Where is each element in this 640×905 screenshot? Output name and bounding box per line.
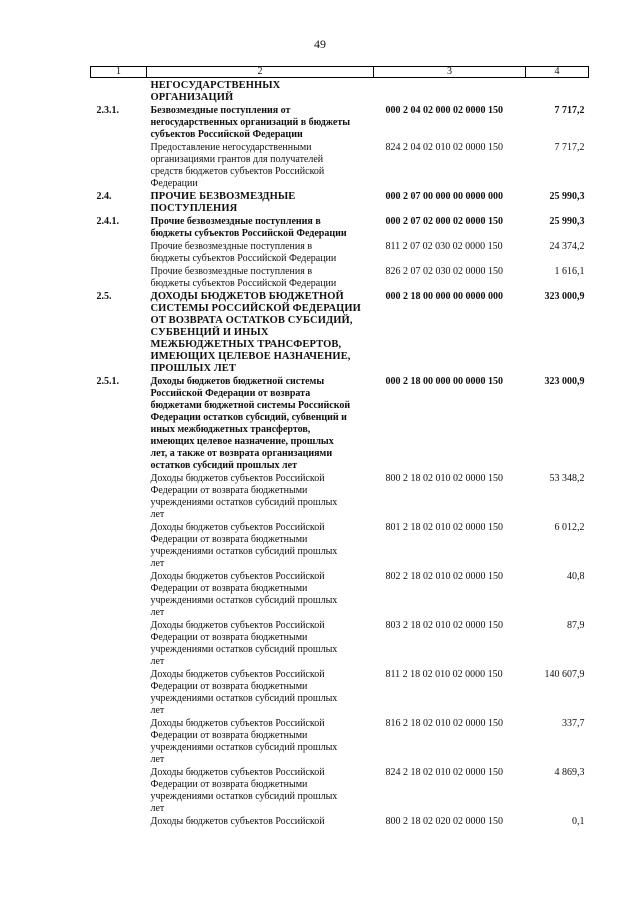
row-number [91, 266, 147, 291]
row-code: 800 2 18 02 020 02 0000 150 [385, 816, 503, 827]
row-number [91, 78, 147, 106]
row-name: Безвозмездные поступления от негосударственных организаций в бюджеты субъектов Российской Федерации [150, 105, 351, 140]
row-amount: 53 348,2 [549, 473, 585, 484]
table-row [91, 78, 589, 106]
page-number: 49 [314, 37, 326, 51]
row-name: Доходы бюджетов субъектов Российской Федерации от возврата бюджетными учреждениями остатков субсидий прошлых лет [150, 522, 338, 569]
row-name: Доходы бюджетов субъектов Российской Федерации от возврата бюджетными учреждениями остатков субсидий прошлых лет [150, 571, 338, 618]
table-row [91, 816, 589, 829]
row-name: Доходы бюджетов субъектов Российской Федерации от возврата бюджетными учреждениями остатков субсидий прошлых лет [150, 669, 338, 716]
row-name: Доходы бюджетов субъектов Российской Федерации от возврата бюджетными учреждениями остатков субсидий прошлых лет [150, 473, 338, 520]
row-name: ДОХОДЫ БЮДЖЕТОВ БЮДЖЕТНОЙ СИСТЕМЫ РОССИЙСКОЙ ФЕДЕРАЦИИ ОТ ВОЗВРАТА ОСТАТКОВ СУБСИДИЙ, СУБВЕНЦИЙ И ИНЫХ МЕЖБЮДЖЕТНЫХ ТРАНСФЕРТОВ, ИМЕЮЩИХ ЦЕЛЕВОЕ НАЗНАЧЕНИЕ, ПРОШЛЫХ ЛЕТ [150, 291, 361, 374]
table-row [91, 216, 589, 241]
row-code: 000 2 18 00 000 00 0000 150 [385, 376, 503, 387]
row-number: 2.4.1. [96, 216, 119, 227]
budget-revenue-table [90, 66, 589, 829]
header-col-2: 2 [147, 67, 374, 78]
table-row [91, 473, 589, 522]
row-name: Прочие безвозмездные поступления в бюджеты субъектов Российской Федерации [150, 241, 337, 264]
row-number [91, 571, 147, 620]
row-amount: 40,8 [567, 571, 585, 582]
row-code: 000 2 07 02 000 02 0000 150 [385, 216, 503, 227]
row-number [91, 816, 147, 829]
row-name: Доходы бюджетов субъектов Российской [150, 816, 325, 827]
row-number [91, 620, 147, 669]
header-col-1: 1 [91, 67, 147, 78]
row-code: 000 2 07 00 000 00 0000 000 [385, 191, 503, 202]
row-name: Прочие безвозмездные поступления в бюджеты субъектов Российской Федерации [150, 266, 337, 289]
row-code [374, 78, 526, 106]
row-code: 811 2 07 02 030 02 0000 150 [385, 241, 503, 252]
row-code: 824 2 04 02 010 02 0000 150 [385, 142, 503, 153]
row-number [91, 473, 147, 522]
row-number [91, 522, 147, 571]
row-name: Прочие безвозмездные поступления в бюджеты субъектов Российской Федерации [150, 216, 347, 239]
row-amount [526, 78, 589, 106]
row-number [91, 669, 147, 718]
row-number: 2.5. [96, 291, 112, 302]
row-code: 000 2 04 02 000 02 0000 150 [385, 105, 503, 116]
row-amount: 7 717,2 [554, 142, 585, 153]
row-amount: 323 000,9 [544, 291, 585, 302]
row-number: 2.5.1. [96, 376, 119, 387]
row-code: 826 2 07 02 030 02 0000 150 [385, 266, 503, 277]
row-code: 811 2 18 02 010 02 0000 150 [385, 669, 503, 680]
table-header-row [91, 67, 589, 78]
row-amount: 25 990,3 [549, 191, 585, 202]
row-number [91, 718, 147, 767]
header-col-3: 3 [374, 67, 526, 78]
table-row [91, 376, 589, 473]
header-col-4: 4 [526, 67, 589, 78]
row-amount: 87,9 [567, 620, 585, 631]
table-row [91, 718, 589, 767]
row-name: Предоставление негосударственными организациями грантов для получателей средств бюджетов субъектов Российской Федерации [150, 142, 325, 189]
row-amount: 25 990,3 [549, 216, 585, 227]
table-row [91, 266, 589, 291]
row-name: НЕГОСУДАРСТВЕННЫХ ОРГАНИЗАЦИЙ [150, 80, 281, 103]
row-amount: 7 717,2 [554, 105, 585, 116]
row-amount: 6 012,2 [554, 522, 585, 533]
row-code: 802 2 18 02 010 02 0000 150 [385, 571, 503, 582]
table-row [91, 669, 589, 718]
row-number [91, 767, 147, 816]
table-row [91, 767, 589, 816]
table-row [91, 522, 589, 571]
row-number: 2.3.1. [96, 105, 119, 116]
row-amount: 337,7 [562, 718, 585, 729]
row-code: 000 2 18 00 000 00 0000 000 [385, 291, 503, 302]
table-row [91, 241, 589, 266]
row-code: 824 2 18 02 010 02 0000 150 [385, 767, 503, 778]
row-name: Доходы бюджетов субъектов Российской Федерации от возврата бюджетными учреждениями остатков субсидий прошлых лет [150, 620, 338, 667]
row-code: 816 2 18 02 010 02 0000 150 [385, 718, 503, 729]
row-code: 801 2 18 02 010 02 0000 150 [385, 522, 503, 533]
table-row [91, 191, 589, 216]
row-name: ПРОЧИЕ БЕЗВОЗМЕЗДНЫЕ ПОСТУПЛЕНИЯ [150, 191, 296, 214]
row-number [91, 241, 147, 266]
row-code: 800 2 18 02 010 02 0000 150 [385, 473, 503, 484]
row-name: Доходы бюджетов субъектов Российской Федерации от возврата бюджетными учреждениями остатков субсидий прошлых лет [150, 718, 338, 765]
row-amount: 140 607,9 [544, 669, 585, 680]
table-row [91, 142, 589, 191]
row-name: Доходы бюджетов субъектов Российской Федерации от возврата бюджетными учреждениями остатков субсидий прошлых лет [150, 767, 338, 814]
row-code: 803 2 18 02 010 02 0000 150 [385, 620, 503, 631]
row-name: Доходы бюджетов бюджетной системы Российской Федерации от возврата бюджетами бюджетной системы Российской Федерации остатков субсидий, субвенций и иных межбюджетных трансфертов, имеющих целевое назначение, прошлых лет, а также от возврата организациями остатков субсидий прошлых лет [150, 376, 351, 471]
row-number [91, 142, 147, 191]
row-amount: 4 869,3 [554, 767, 585, 778]
table-row [91, 291, 589, 376]
table-row [91, 620, 589, 669]
table-row [91, 571, 589, 620]
row-amount: 1 616,1 [554, 266, 585, 277]
row-amount: 323 000,9 [544, 376, 585, 387]
row-amount: 0,1 [572, 816, 585, 827]
row-amount: 24 374,2 [549, 241, 585, 252]
table-row [91, 105, 589, 142]
row-number: 2.4. [96, 191, 112, 202]
